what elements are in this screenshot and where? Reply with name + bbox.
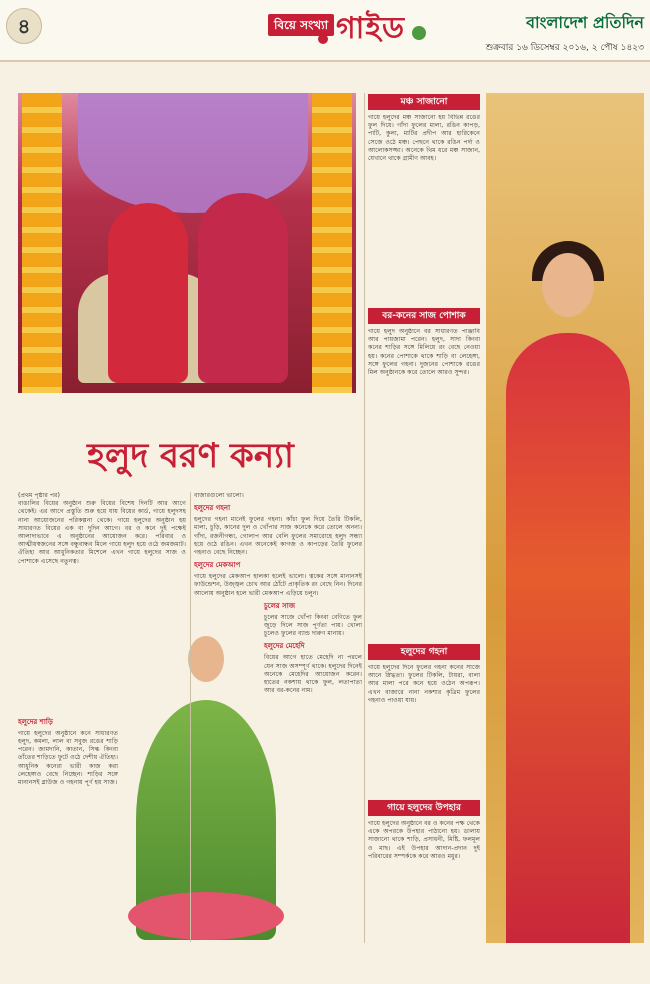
model-photo-green-lehenga bbox=[118, 630, 288, 940]
subhead-chuler-saj: চুলের সাজ bbox=[264, 601, 296, 610]
sidebar-text-upohar: গায়ে হলুদের অনুষ্ঠানে বর ও কনের পক্ষ থেকে একে অপরকে উপহার পাঠানো হয়। ডালায় সাজানো থাকে শাড়ি, প্রসাধনী, মিষ্টি, ফলমূল ও মাছ। এই উপহার আদান-প্রদান দুই পরিবারের সম্পর্ককে করে আরও মধুর। bbox=[368, 820, 480, 860]
sidebar-text-moncho: গায়ে হলুদের মঞ্চ সাজানো হয় বিভিন্ন রঙের ফুল দিয়ে। গাঁদা ফুলের মালা, রঙিন কাপড়, পাটি, কুলা, মাটির প্রদীপ আর হারিকেনে সেজে ওঠে মঞ্চ। পেছনে থাকে রঙিন পর্দা ও আলোকসজ্জা। অনেকে থিম ধরে মঞ্চ সাজান, যেখানে থাকে গ্রামীণ আবহ। bbox=[368, 114, 480, 163]
subhead-holuder-gohona: হলুদের গহনা bbox=[194, 504, 231, 513]
issue-date: শুক্রবার ১৬ ডিসেম্বর ২০১৬, ২ পৌষ ১৪২৩ bbox=[485, 43, 644, 53]
drape-decoration bbox=[78, 93, 308, 213]
page-number: ৪ bbox=[6, 8, 42, 44]
subhead-holuder-shari: হলুদের শাড়ি bbox=[18, 717, 53, 726]
gohona-paragraph: হলুদের গহনা মানেই ফুলের গহনা। কাঁচা ফুল দিয়ে তৈরি টিকলি, মালা, চুড়ি, কানের দুল ও খোঁপার সাজ কনেকে করে তোলে অনন্য। গাঁদা, রজনীগন্ধা, গোলাপ আর বেলি ফুলের সমারোহে হলুদ সন্ধ্যা হয়ে ওঠে রঙিন। এখন অনেকেই কাগজ ও কাপড়ের তৈরি ফুলের গহনাও বেছে নিচ্ছেন। bbox=[194, 516, 362, 557]
masthead bbox=[430, 10, 644, 55]
subhead-holuder-mekup: হলুদের মেকআপ bbox=[194, 561, 241, 570]
byline: (প্রথম পৃষ্ঠার পর) bbox=[18, 492, 60, 499]
col2-head-line: বাজারগুলো ভালো। bbox=[194, 492, 244, 499]
bride-portrait-photo bbox=[486, 93, 644, 943]
marigold-garland-right bbox=[312, 93, 352, 393]
shari-paragraph: গায়ে হলুদের অনুষ্ঠানে কনে সাধারণত হলুদ, কমলা, লাল বা সবুজ রঙের শাড়ি পরেন। জামদানি, কাতান, সিল্ক কিংবা তাঁতের শাড়িতে ফুটে ওঠে দেশীয় ঐতিহ্য। আধুনিক কনেরা ভারী কাজ করা লেহেঙ্গাও বেছে নিচ্ছেন। শাড়ির সঙ্গে মানানসই ব্লাউজ ও গহনায় পূর্ণ হয় সাজ। bbox=[18, 729, 118, 787]
sidebar-heading-gohona: হলুদের গহনা bbox=[368, 644, 480, 660]
leaf-icon bbox=[412, 26, 426, 40]
sidebar-heading-upohar: গায়ে হলুদের উপহার bbox=[368, 800, 480, 816]
section-dot-icon bbox=[318, 34, 328, 44]
bride-figure bbox=[108, 203, 188, 383]
subhead-holuder-mehedi: হলুদের মেহেদি bbox=[264, 642, 305, 651]
sidebar-heading-saj-poshak: বর-কনের সাজ পোশাক bbox=[368, 308, 480, 324]
sidebar-text-gohona: গায়ে হলুদের দিনে ফুলের গহনা কনের সাজে আনে স্নিগ্ধতা। ফুলের টিকলি, টায়রা, বালা আর মালা পরে কনে হয়ে ওঠেন অপরূপ। এখন বাজারে নানা নকশার কৃত্রিম ফুলের গহনাও পাওয়া যায়। bbox=[368, 664, 480, 704]
chul-paragraph: চুলের সাজে খোঁপা কিংবা বেণিতে ফুল জুড়ে দিলে সাজ পূর্ণতা পায়। খোলা চুলেও ফুলের ব্যান্ড দারুণ মানায়। bbox=[264, 613, 362, 638]
mekup-paragraph: গায়ে হলুদের মেকআপ হালকা হলেই ভালো। ত্বকের সঙ্গে মানানসই ফাউন্ডেশন, উজ্জ্বল চোখ আর ঠোঁটে প্রাকৃতিক রং বেছে নিন। দিনের আলোয় অনুষ্ঠান হলে ভারী মেকআপ এড়িয়ে চলুন। bbox=[194, 573, 362, 597]
marigold-garland-left bbox=[22, 93, 62, 393]
woman-figure bbox=[198, 193, 288, 383]
intro-paragraph: বাঙালির বিয়ের অনুষ্ঠান শুরু বিয়ের বিশেষ দিনটি আর আগে থেকেই। এর আগে প্রস্তুতি শুরু হয়ে যায় বিয়ের কার্ড, গায়ে হলুদসহ নানা আয়োজনের পরিকল্পনা থেকে। গায়ে হলুদের অনুষ্ঠান হয় সাধারণত বিয়ের এক বা দুদিন আগে। বর ও কনে দুই পক্ষেই আলাদাভাবে এ অনুষ্ঠানের আয়োজন করে। পরিবার ও আত্মীয়স্বজনের সঙ্গে বন্ধুবান্ধব মিলে গায়ে হলুদ হয়ে ওঠে জমজমাট। ঐতিহ্য আর আধুনিকতার মিশেলে এখন গায়ে হলুদের সাজ ও পোশাকে এসেছে নতুনত্ব। bbox=[18, 500, 186, 565]
column-divider bbox=[364, 93, 365, 943]
supplement-brand: গাইড bbox=[336, 11, 406, 46]
mehedi-paragraph: বিয়ের আগে হাতে মেহেদি না পরলে যেন সাজ অসম্পূর্ণ থাকে। হলুদের দিনেই অনেকে মেহেদির আয়োজন করেন। হাতের নকশায় থাকে ফুল, লতাপাতা আর বর-কনের নাম। bbox=[264, 654, 362, 695]
section-tag: বিয়ে সংখ্যা bbox=[268, 14, 334, 36]
sidebar-heading-moncho: মঞ্চ সাজানো bbox=[368, 94, 480, 110]
article-title: হলুদ বরণ কন্যা bbox=[87, 436, 294, 476]
paper-name: বাংলাদেশ প্রতিদিন bbox=[526, 13, 644, 32]
column-divider bbox=[190, 492, 191, 942]
page-header bbox=[0, 0, 650, 62]
sidebar-text-saj-poshak: গায়ে হলুদ অনুষ্ঠানে বর সাধারণত পাঞ্জাবি আর পায়জামা পরেন। হলুদ, সাদা কিংবা কনের শাড়ির সঙ্গে মিলিয়ে রং বেছে নেওয়া হয়। কনের পোশাকে থাকে শাড়ি বা লেহেঙ্গা, সঙ্গে ফুলের গহনা। দুজনের পোশাকে রঙের মিল অনুষ্ঠানকে করে তোলে আরও সুন্দর। bbox=[368, 328, 480, 377]
hero-photo bbox=[18, 93, 356, 393]
